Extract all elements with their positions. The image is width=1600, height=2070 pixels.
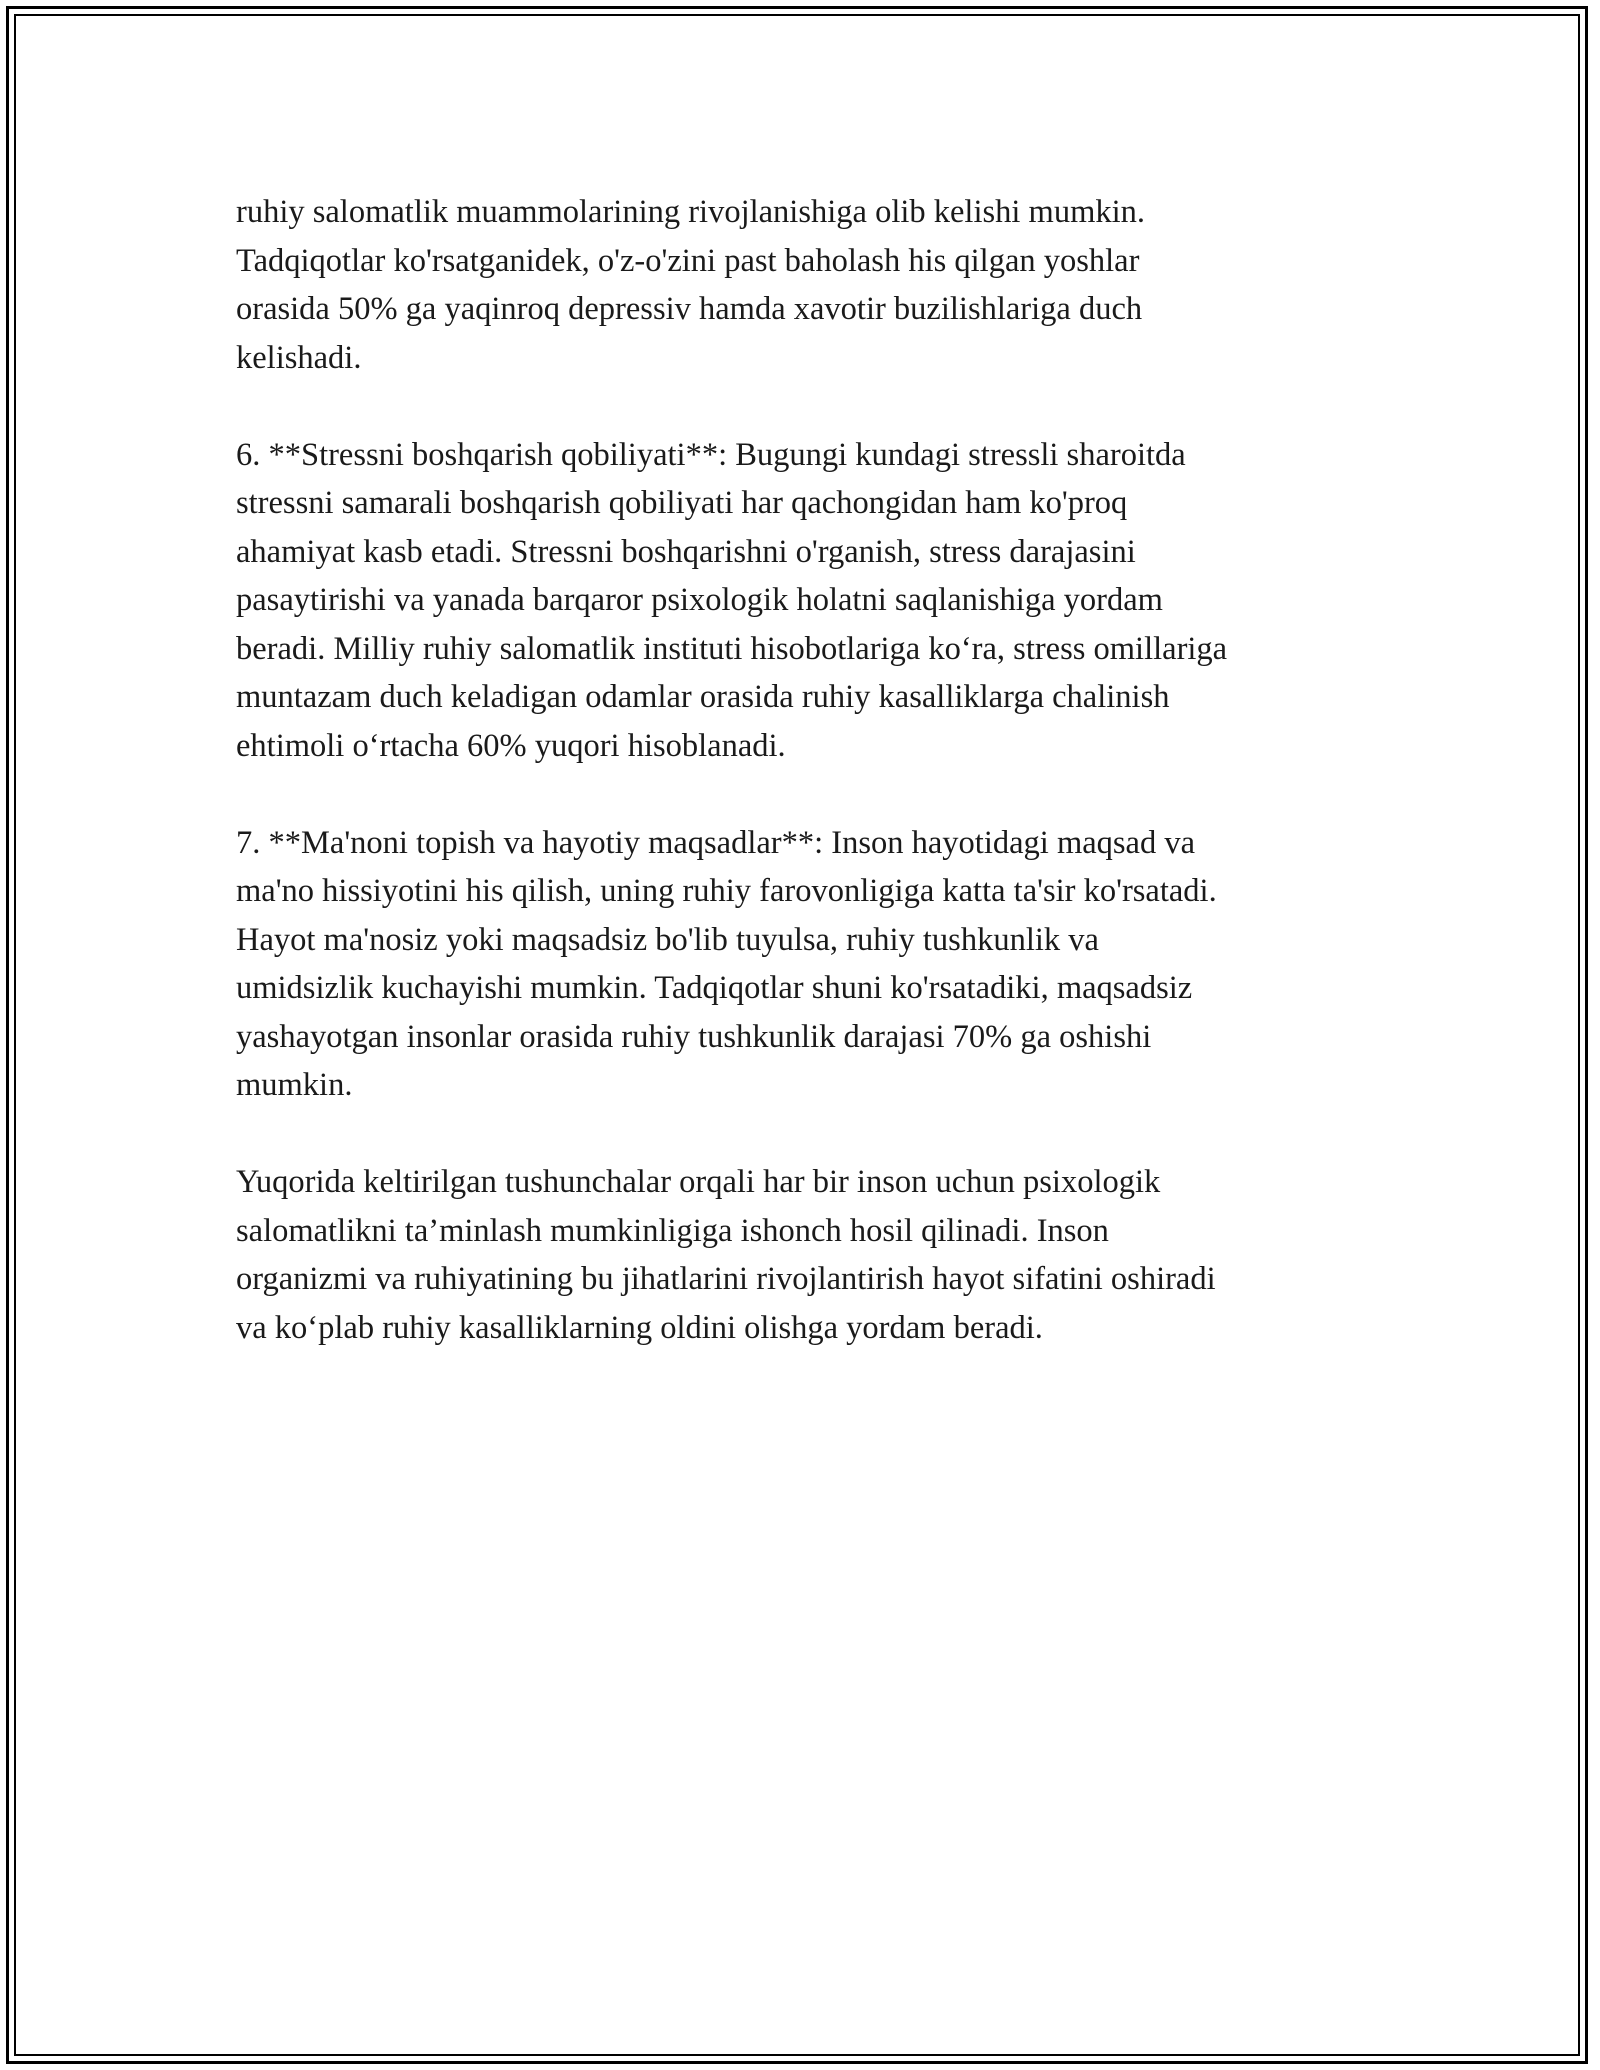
- text-line: Hayot ma'nosiz yoki maqsadsiz bo'lib tuyulsa, ruhiy tushkunlik va: [236, 921, 1099, 958]
- text-line: ahamiyat kasb etadi. Stressni boshqarishni o'rganish, stress darajasini: [236, 533, 1136, 570]
- paragraph-self-esteem-continuation: [236, 188, 1386, 382]
- text-line: yashayotgan insonlar orasida ruhiy tushkunlik darajasi 70% ga oshishi: [236, 1018, 1152, 1055]
- text-line: pasaytirishi va yanada barqaror psixologik holatni saqlanishiga yordam: [236, 582, 1163, 618]
- text-line: Tadqiqotlar ko'rsatganidek, o'z-o'zini past baholash his qilgan yoshlar: [236, 242, 1140, 279]
- text-line: beradi. Milliy ruhiy salomatlik instituti hisobotlariga ko‘ra, stress omillariga: [236, 630, 1228, 667]
- text-line: 6. **Stressni boshqarish qobiliyati**: Bugungi kundagi stressli sharoitda: [236, 436, 1186, 473]
- text-line: ehtimoli o‘rtacha 60% yuqori hisoblanadi.: [236, 727, 786, 764]
- paragraph-conclusion: [236, 1158, 1386, 1352]
- paragraph-stress-management: [236, 431, 1386, 771]
- text-line: 7. **Ma'noni topish va hayotiy maqsadlar**: Inson hayotidagi maqsad va: [236, 824, 1196, 861]
- text-line: umidsizlik kuchayishi mumkin. Tadqiqotlar shuni ko'rsatadiki, maqsadsiz: [236, 970, 1193, 1006]
- paragraph-meaning-and-goals: [236, 819, 1386, 1110]
- text-line: organizmi va ruhiyatining bu jihatlarini rivojlantirish hayot sifatini oshiradi: [236, 1261, 1216, 1297]
- text-line: orasida 50% ga yaqinroq depressiv hamda xavotir buzilishlariga duch: [236, 291, 1143, 327]
- text-line: ma'no hissiyotini his qilish, uning ruhiy farovonligiga katta ta'sir ko'rsatadi.: [236, 873, 1217, 909]
- text-line: kelishadi.: [236, 339, 362, 376]
- text-line: muntazam duch keladigan odamlar orasida ruhiy kasalliklarga chalinish: [236, 679, 1170, 715]
- document-body: [236, 188, 1386, 1401]
- text-line: stressni samarali boshqarish qobiliyati har qachongidan ham ko'proq: [236, 485, 1128, 521]
- text-line: va ko‘plab ruhiy kasalliklarning oldini olishga yordam beradi.: [236, 1309, 1043, 1346]
- text-line: mumkin.: [236, 1067, 353, 1103]
- text-line: salomatlikni ta’minlash mumkinligiga ishonch hosil qilinadi. Inson: [236, 1212, 1109, 1249]
- text-line: Yuqorida keltirilgan tushunchalar orqali har bir inson uchun psixologik: [236, 1164, 1161, 1200]
- text-line: ruhiy salomatlik muammolarining rivojlanishiga olib kelishi mumkin.: [236, 194, 1146, 230]
